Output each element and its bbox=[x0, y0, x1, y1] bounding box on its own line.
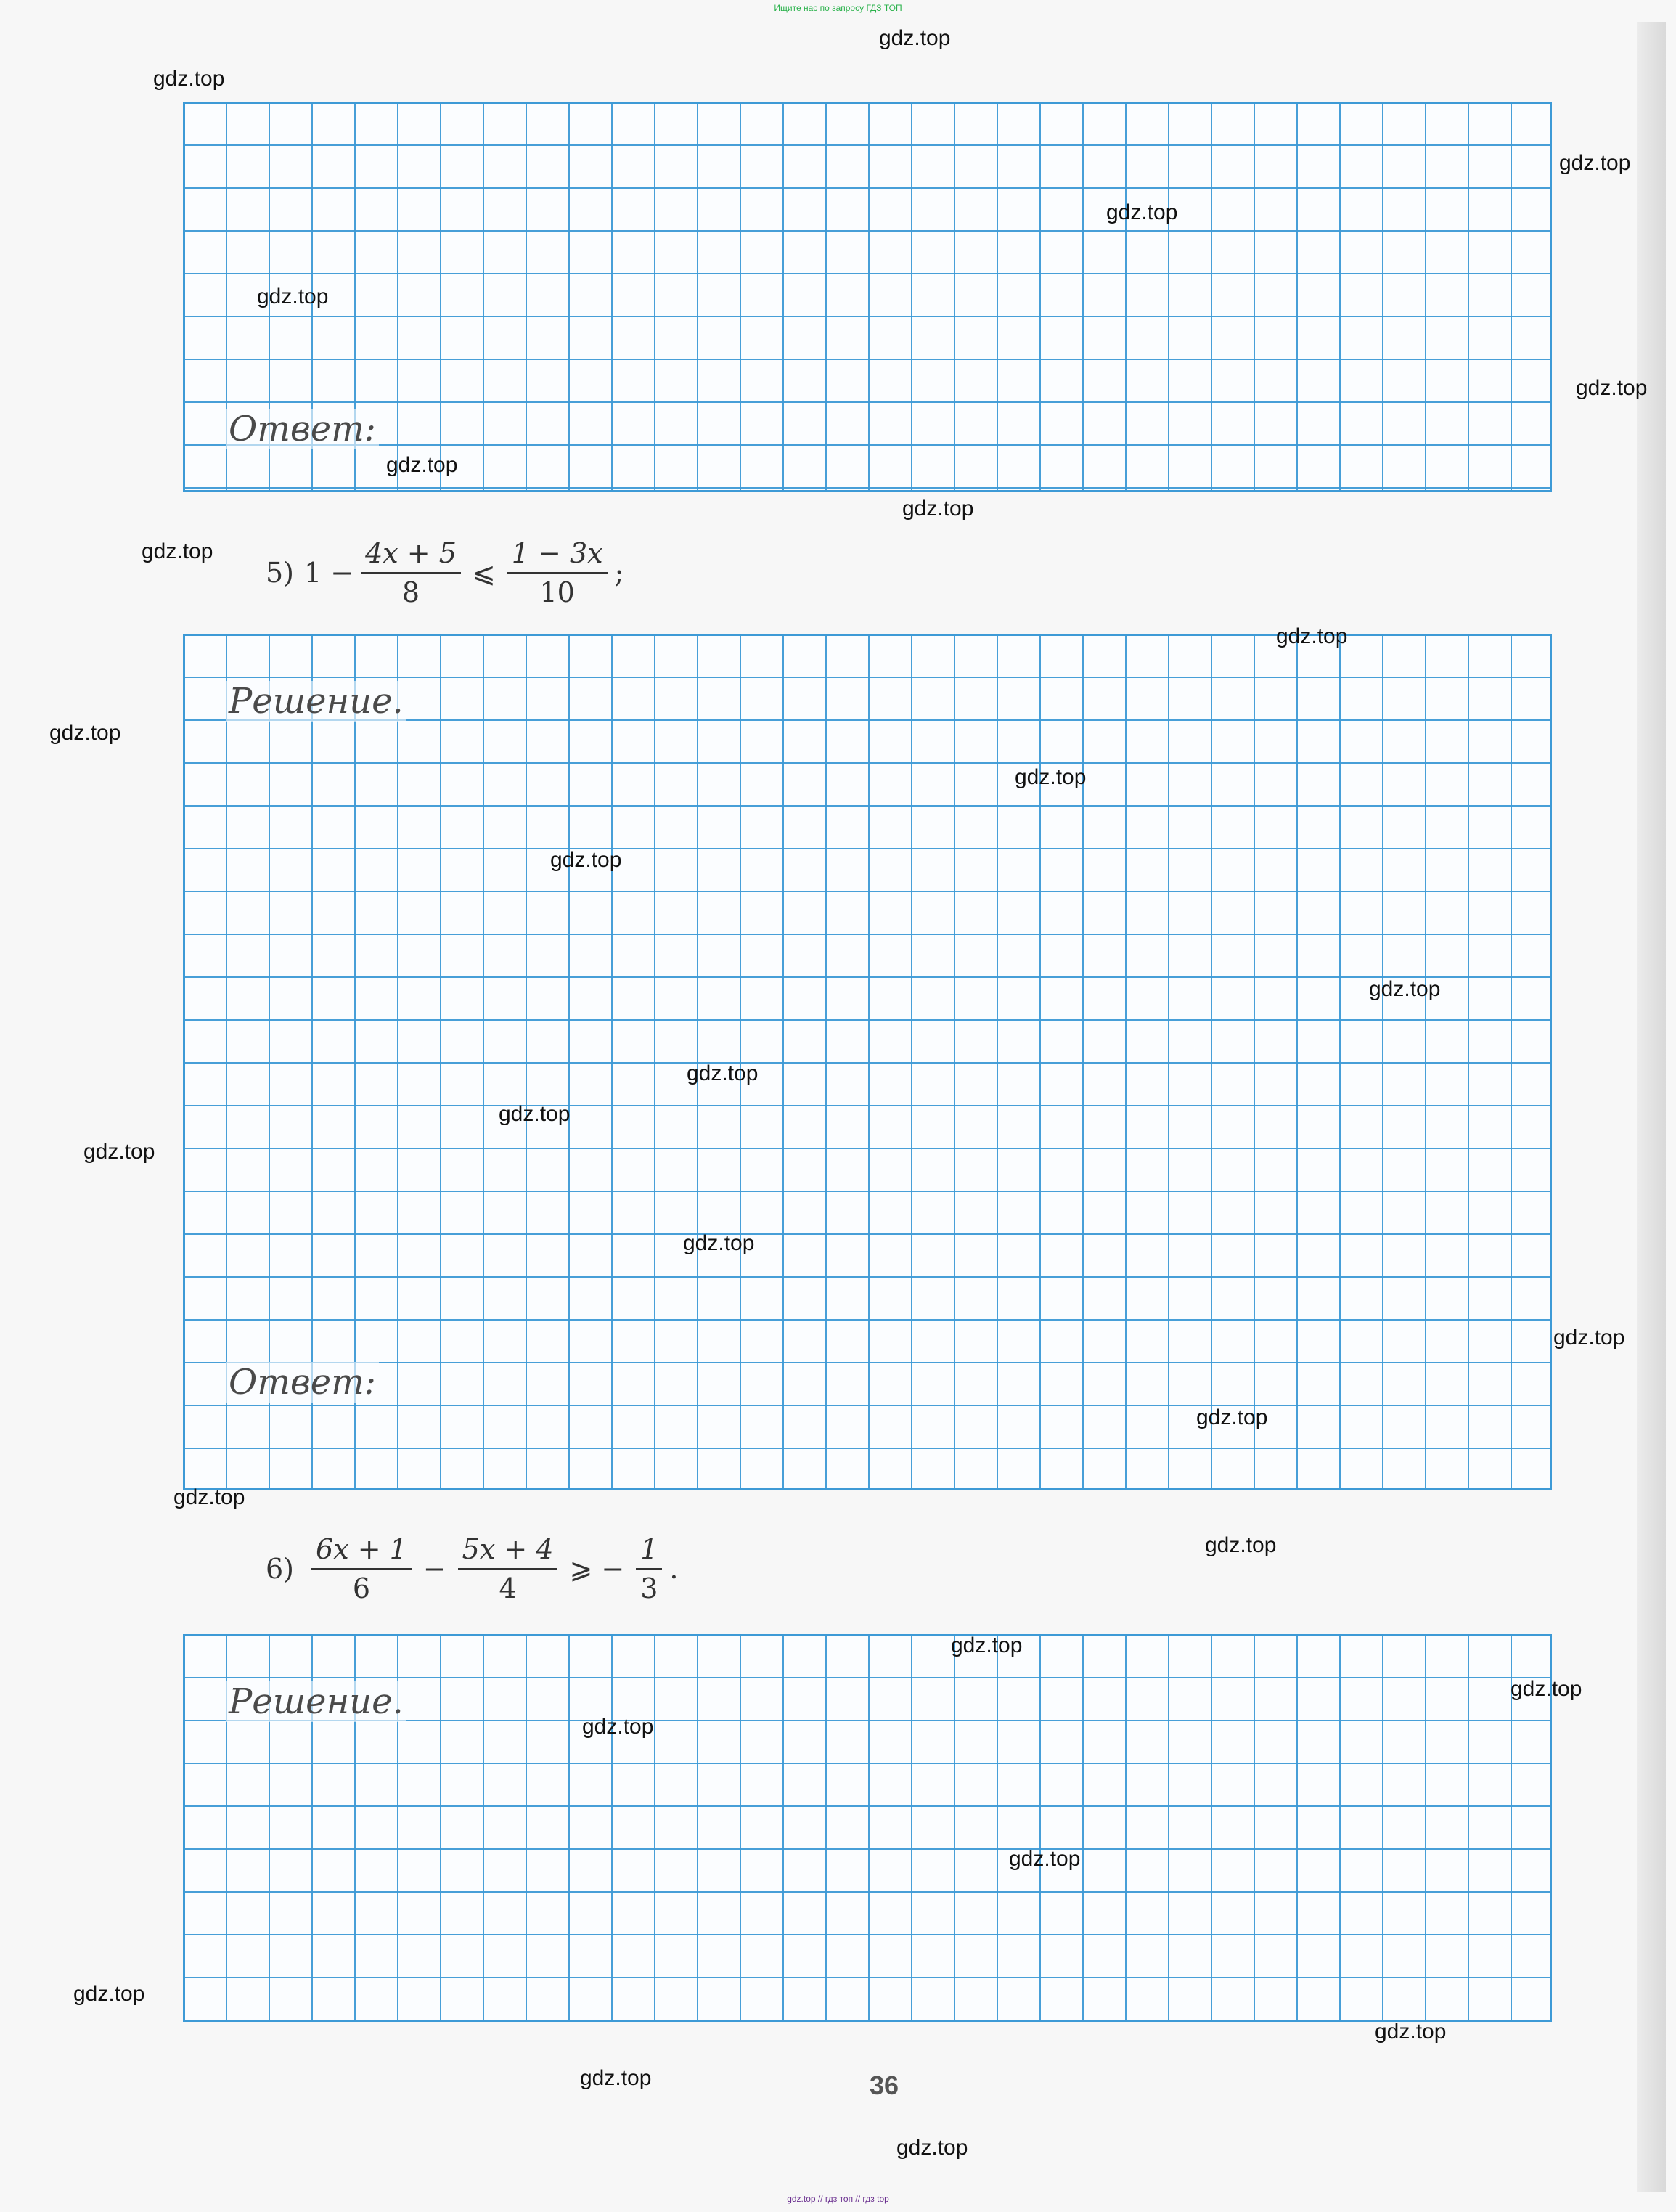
watermark: gdz.top bbox=[83, 1140, 155, 1164]
watermark: gdz.top bbox=[683, 1231, 755, 1255]
relation-sign: ⩽ bbox=[472, 557, 496, 589]
watermark: gdz.top bbox=[1369, 977, 1441, 1001]
fraction-denominator: 3 bbox=[640, 1572, 658, 1604]
watermark: gdz.top bbox=[153, 67, 225, 91]
fraction-1 bbox=[361, 537, 461, 608]
fraction-denominator: 6 bbox=[352, 1572, 370, 1604]
watermark: gdz.top bbox=[386, 453, 458, 477]
watermark: gdz.top bbox=[257, 285, 329, 309]
watermark: gdz.top bbox=[1559, 151, 1631, 175]
fraction-denominator: 8 bbox=[401, 576, 420, 608]
watermark: gdz.top bbox=[582, 1715, 654, 1739]
watermark: gdz.top bbox=[1511, 1677, 1582, 1701]
task-tail: ; bbox=[614, 557, 624, 589]
watermark: gdz.top bbox=[580, 2066, 652, 2090]
fraction-2 bbox=[507, 537, 608, 608]
page-edge-shadow bbox=[1637, 22, 1666, 2192]
relation-sign: ⩾ − bbox=[569, 1553, 625, 1585]
fraction-numerator: 4x + 5 bbox=[361, 537, 461, 574]
watermark: gdz.top bbox=[896, 2136, 968, 2160]
minus-sign: − bbox=[422, 1553, 446, 1585]
fraction-3 bbox=[636, 1533, 662, 1604]
watermark: gdz.top bbox=[1205, 1533, 1277, 1557]
grid-area-task-5 bbox=[183, 634, 1552, 1490]
watermark: gdz.top bbox=[173, 1485, 245, 1509]
watermark: gdz.top bbox=[1009, 1847, 1081, 1871]
page-number: 36 bbox=[870, 2070, 899, 2100]
fraction-2 bbox=[458, 1533, 558, 1604]
task-tail: . bbox=[669, 1553, 679, 1585]
watermark: gdz.top bbox=[1276, 624, 1348, 648]
footer-links[interactable]: gdz.top // гдз топ // гдз top bbox=[787, 2194, 889, 2204]
fraction-1 bbox=[311, 1533, 412, 1604]
watermark: gdz.top bbox=[1106, 200, 1178, 224]
fraction-numerator: 6x + 1 bbox=[311, 1533, 412, 1570]
task-number: 5) bbox=[266, 557, 295, 589]
solution-label: Решение. bbox=[226, 1681, 406, 1722]
task-lead-term: 1 − bbox=[304, 557, 354, 589]
task-6-inequality bbox=[266, 1533, 679, 1604]
grid-area-task-4 bbox=[183, 102, 1552, 492]
task-5-inequality bbox=[266, 537, 624, 608]
watermark: gdz.top bbox=[1576, 376, 1648, 400]
fraction-numerator: 1 bbox=[636, 1533, 662, 1570]
grid-area-task-6 bbox=[183, 1634, 1552, 2022]
watermark: gdz.top bbox=[550, 848, 622, 872]
watermark: gdz.top bbox=[1375, 2020, 1447, 2044]
watermark: gdz.top bbox=[879, 26, 951, 50]
watermark: gdz.top bbox=[142, 539, 213, 563]
watermark: gdz.top bbox=[49, 721, 121, 745]
answer-label: Ответ: bbox=[226, 1362, 379, 1403]
watermark: gdz.top bbox=[951, 1633, 1023, 1657]
fraction-denominator: 4 bbox=[499, 1572, 517, 1604]
task-number: 6) bbox=[266, 1553, 295, 1585]
fraction-numerator: 1 − 3x bbox=[507, 537, 608, 574]
watermark: gdz.top bbox=[73, 1982, 145, 2006]
watermark: gdz.top bbox=[1553, 1326, 1625, 1350]
watermark: gdz.top bbox=[499, 1102, 571, 1126]
watermark: gdz.top bbox=[902, 497, 974, 521]
watermark: gdz.top bbox=[1196, 1405, 1268, 1429]
watermark: gdz.top bbox=[1015, 765, 1087, 789]
watermark: gdz.top bbox=[687, 1061, 759, 1085]
solution-label: Решение. bbox=[226, 681, 406, 722]
answer-label: Ответ: bbox=[226, 409, 379, 449]
fraction-denominator: 10 bbox=[539, 576, 575, 608]
fraction-numerator: 5x + 4 bbox=[458, 1533, 558, 1570]
top-banner: Ищите нас по запросу ГДЗ ТОП bbox=[774, 3, 902, 13]
